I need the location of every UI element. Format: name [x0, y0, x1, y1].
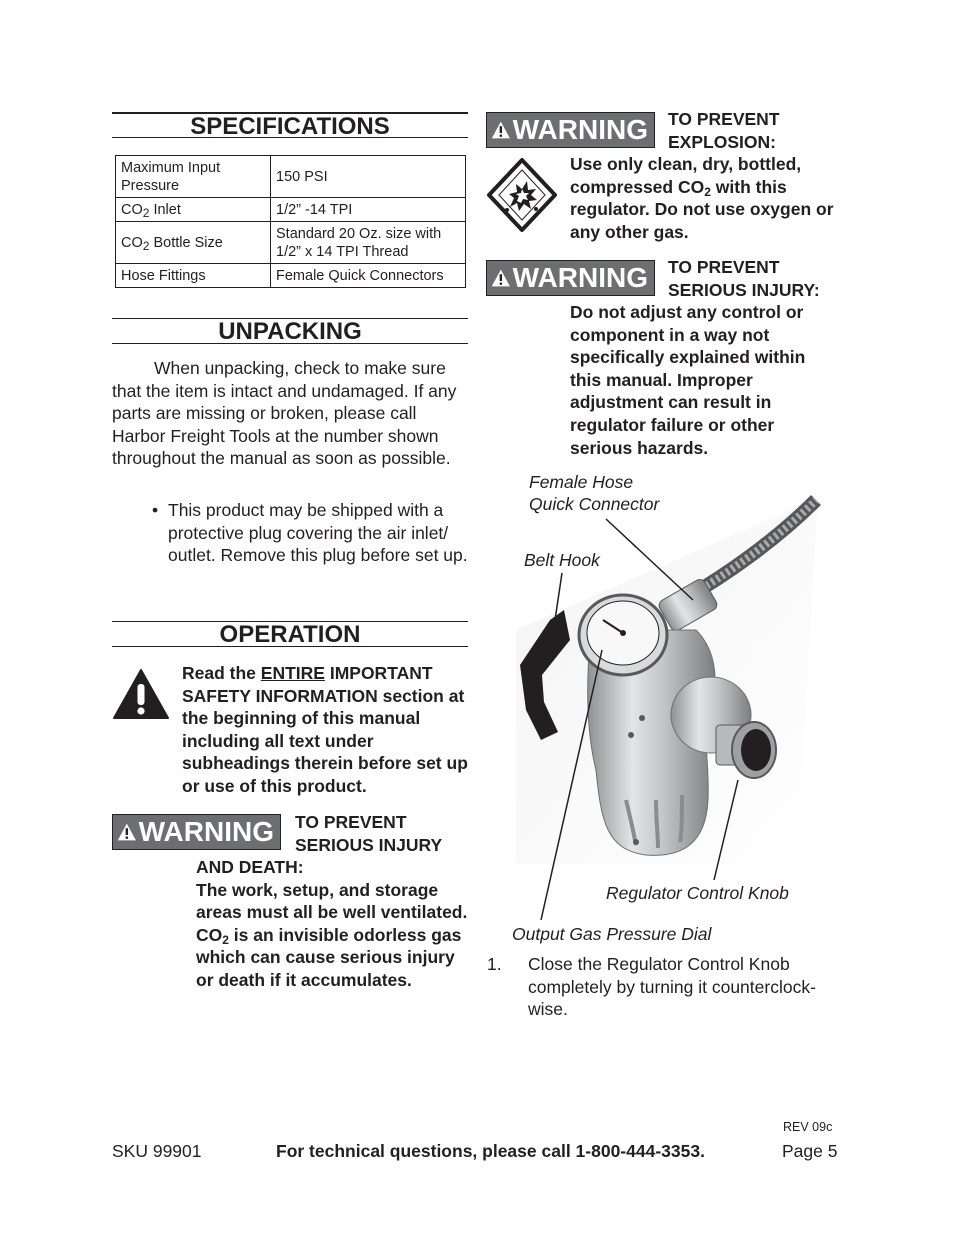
unpacking-heading: UNPACKING — [112, 318, 468, 344]
warning-injury-body: Do not adjust any control or component in a way not specifically explained within this manual. Improper adjustment can result in regulator failure or other serious hazards. — [570, 302, 806, 458]
warning-badge: WARNING — [486, 112, 655, 148]
warning-badge: WARNING — [112, 814, 281, 850]
step-number: 1. — [487, 954, 502, 974]
operation-heading: OPERATION — [112, 621, 468, 647]
unpacking-bullet-text: This product may be shipped with a protective plug covering the air inlet/ outlet. Remove this plug before set up. — [168, 500, 468, 566]
warning-explosion-title: TO PREVENT EXPLOSION: — [668, 109, 780, 152]
spec-key: Hose Fittings — [116, 264, 271, 288]
footer-page-number: Page 5 — [782, 1141, 838, 1161]
warning-left-title: TO PREVENT SERIOUS INJURY — [295, 812, 443, 855]
notice-emphasis: ENTIRE — [260, 663, 325, 683]
spec-key: Maximum Input Pressure — [116, 156, 271, 198]
spec-value: 1/2” -14 TPI — [271, 198, 466, 222]
footer-sku: SKU 99901 — [112, 1141, 202, 1161]
label-regulator-control-knob: Regulator Control Knob — [606, 883, 789, 903]
warning-explosion-body: Use only clean, dry, bottled, compressed $CO_2$ with this regulator. Do not use oxygen or any other gas. — [570, 154, 834, 242]
label-belt-hook: Belt Hook — [524, 550, 600, 570]
spec-value: Female Quick Connectors — [271, 264, 466, 288]
operation-notice: Read the ENTIRE IMPORTANT SAFETY INFORMATION section at the beginning of this manual including all text under subheadings therein before set up or use of this product. — [182, 663, 468, 796]
spec-key: $CO_2$ Inlet — [116, 198, 271, 222]
warning-injury-title: TO PREVENT SERIOUS INJURY: — [668, 257, 820, 300]
spec-value: Standard 20 Oz. size with 1/2” x 14 TPI Thread — [271, 222, 466, 264]
spec-value: 150 PSI — [271, 156, 466, 198]
footer-tech-support: For technical questions, please call 1-800-444-3353. — [276, 1141, 705, 1161]
warning-badge: WARNING — [486, 260, 655, 296]
specifications-heading: SPECIFICATIONS — [112, 112, 468, 138]
unpacking-paragraph: When unpacking, check to make sure that the item is intact and undamaged. If any parts are missing or broken, please call Harbor Freight Tools at the number shown throughout the manual as soon as possible. — [112, 358, 457, 469]
bullet-icon: • — [152, 500, 159, 520]
spec-key: $CO_2$ Bottle Size — [116, 222, 271, 264]
step-text: Close the Regulator Control Knob completely by turning it counterclock-wise. — [528, 954, 816, 1020]
label-female-hose-connector: Female Hose Quick Connector — [529, 472, 660, 514]
warning-left-body: AND DEATH: The work, setup, and storage areas must all be well ventilated. $CO_2$ is an invisible odorless gas which can cause serious injury or death if it accumulates. — [196, 857, 468, 990]
label-output-gas-pressure-dial: Output Gas Pressure Dial — [512, 924, 712, 944]
revision-label: REV 09c — [783, 1120, 833, 1134]
